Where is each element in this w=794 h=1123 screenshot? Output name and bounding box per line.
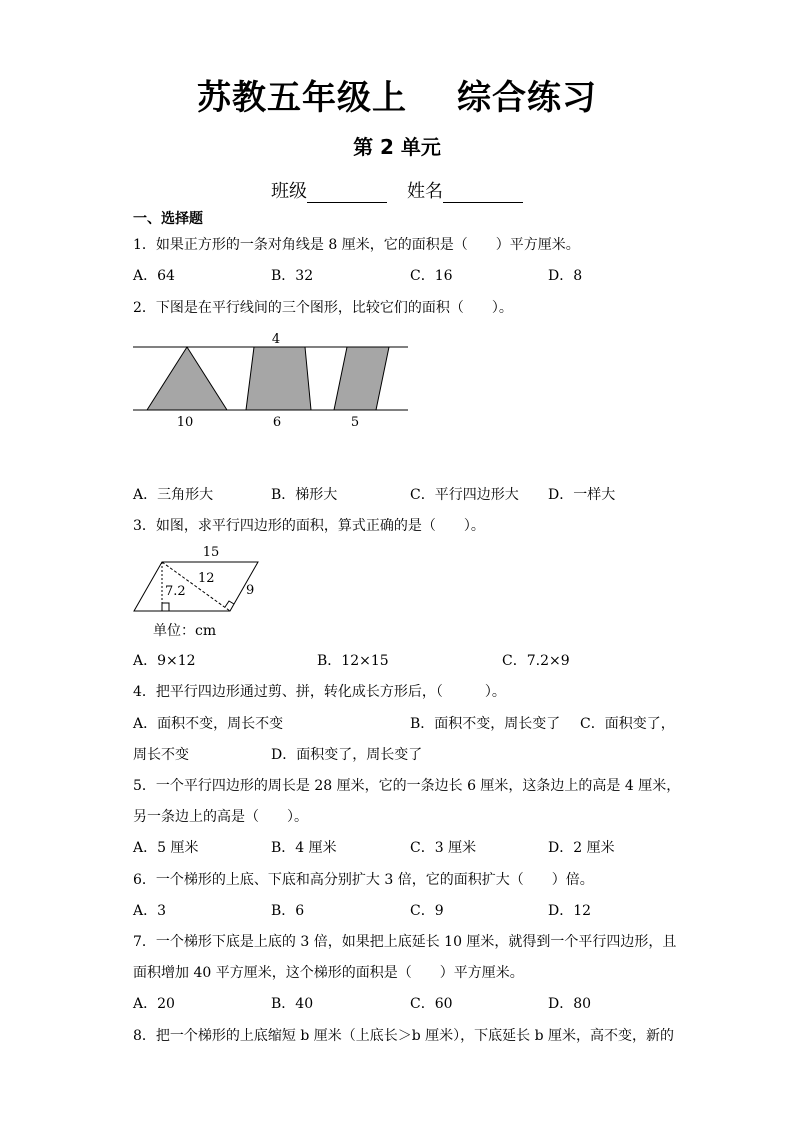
right-angle-mark-bottom	[162, 603, 169, 611]
question-7-line-2: 面积增加 40 平方厘米，这个梯形的面积是（ ）平方厘米。	[133, 965, 524, 981]
label-parallelogram-base: 5	[350, 415, 360, 430]
name-label: 姓名	[407, 181, 443, 202]
question-5-line-1: 5．一个平行四边形的周长是 28 厘米，它的一条边长 6 厘米，这条边上的高是 4 厘米，	[133, 778, 681, 794]
q7-option-b[interactable]: B．40	[271, 996, 314, 1012]
label-triangle-base: 10	[176, 415, 194, 430]
trapezoid-shape	[246, 347, 311, 410]
q4-option-d[interactable]: D．面积变了，周长变了	[271, 747, 423, 763]
student-info	[0, 177, 794, 203]
question-4: 4．把平行四边形通过剪、拼，转化成长方形后，（ ）。	[133, 684, 506, 700]
title-left: 苏教五年级上	[197, 78, 407, 118]
q1-option-b[interactable]: B．32	[271, 268, 314, 284]
section-title: 一、选择题	[133, 211, 203, 227]
q2-option-d[interactable]: D．一样大	[548, 487, 616, 503]
q5-option-b[interactable]: B．4 厘米	[271, 840, 337, 856]
label-trapezoid-base: 6	[272, 415, 282, 430]
q1-option-d[interactable]: D．8	[548, 268, 583, 284]
q3-option-a[interactable]: A．9×12	[133, 653, 196, 669]
question-1: 1．如果正方形的一条对角线是 8 厘米，它的面积是（ ）平方厘米。	[133, 237, 580, 253]
q4-option-c-cont[interactable]: 周长不变	[133, 747, 189, 763]
q4-option-c[interactable]: C．面积变了，	[580, 716, 675, 732]
q5-option-a[interactable]: A．5 厘米	[133, 840, 199, 856]
parallelogram-shape	[334, 347, 389, 410]
q7-option-c[interactable]: C．60	[410, 996, 453, 1012]
q5-option-d[interactable]: D．2 厘米	[548, 840, 615, 856]
name-blank[interactable]	[443, 184, 523, 203]
q4-option-b[interactable]: B．面积不变，周长变了	[410, 716, 561, 732]
q2-option-a[interactable]: A．三角形大	[133, 487, 214, 503]
q2-option-c[interactable]: C．平行四边形大	[410, 487, 519, 503]
triangle-shape	[147, 347, 227, 410]
q6-option-a[interactable]: A．3	[133, 903, 167, 919]
label-top: 4	[271, 332, 281, 347]
unit-title: 第 2 单元	[353, 135, 441, 159]
label-height: 7.2	[165, 584, 186, 599]
q6-option-b[interactable]: B．6	[271, 903, 305, 919]
q7-option-d[interactable]: D．80	[548, 996, 592, 1012]
q6-option-c[interactable]: C．9	[410, 903, 444, 919]
q1-option-a[interactable]: A．64	[133, 268, 175, 284]
q1-option-c[interactable]: C．16	[410, 268, 453, 284]
label-diagonal: 12	[198, 571, 215, 586]
question-8: 8．把一个梯形的上底缩短 b 厘米（上底长＞b 厘米），下底延长 b 厘米，高不变，新的	[133, 1028, 675, 1044]
question-5-line-2: 另一条边上的高是（ ）。	[133, 809, 308, 825]
q3-option-c[interactable]: C．7.2×9	[502, 653, 570, 669]
q6-option-d[interactable]: D．12	[548, 903, 592, 919]
question-2: 2．下图是在平行线间的三个图形，比较它们的面积（ ）。	[133, 300, 513, 316]
question-3: 3．如图，求平行四边形的面积，算式正确的是（ ）。	[133, 518, 485, 534]
question-6: 6．一个梯形的上底、下底和高分别扩大 3 倍，它的面积扩大（ ）倍。	[133, 872, 594, 888]
q3-unit: 单位：cm	[153, 623, 217, 639]
q7-option-a[interactable]: A．20	[133, 996, 175, 1012]
q2-option-b[interactable]: B．梯形大	[271, 487, 338, 503]
title-right: 综合练习	[457, 78, 597, 118]
page-title	[0, 70, 794, 119]
class-label: 班级	[271, 181, 307, 202]
q4-option-a[interactable]: A．面积不变，周长不变	[133, 716, 284, 732]
label-side: 9	[246, 583, 255, 598]
q2-figure	[125, 328, 415, 433]
q5-option-c[interactable]: C．3 厘米	[410, 840, 477, 856]
label-top: 15	[202, 545, 220, 560]
question-7-line-1: 7．一个梯形下底是上底的 3 倍，如果把上底延长 10 厘米，就得到一个平行四边形，且	[133, 934, 677, 950]
class-blank[interactable]	[307, 184, 387, 203]
q3-option-b[interactable]: B．12×15	[317, 653, 389, 669]
